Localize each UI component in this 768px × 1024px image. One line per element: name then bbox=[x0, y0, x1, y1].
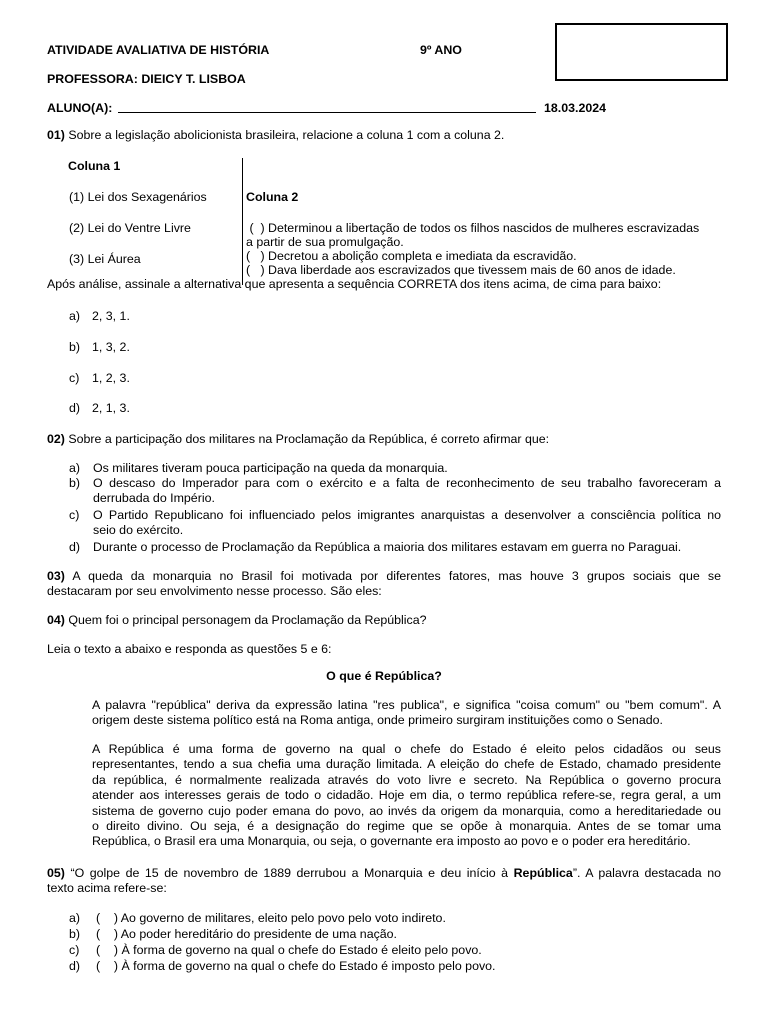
q1-number: 01) bbox=[47, 128, 65, 142]
activity-title: ATIVIDADE AVALIATIVA DE HISTÓRIA bbox=[47, 43, 270, 57]
option-text-cont: derrubada do Império. bbox=[93, 491, 215, 506]
q1-text: Sobre a legislação abolicionista brasileira, relacione a coluna 1 com a coluna 2. bbox=[68, 128, 505, 142]
q2-statement bbox=[47, 432, 549, 447]
text-line: República, o Brasil era uma Monarquia, ou seja, o governante era imposto ao povo e o poder era hereditário. bbox=[92, 834, 691, 849]
text-line: A República é uma forma de governo na qual o chefe do Estado é eleito pelos cidadãos ou seus bbox=[92, 742, 721, 756]
q2-number: 02) bbox=[47, 432, 65, 446]
teacher-name: PROFESSORA: DIEICY T. LISBOA bbox=[47, 72, 246, 86]
col1-title: Coluna 1 bbox=[68, 159, 121, 173]
q1-option-d[interactable] bbox=[69, 401, 130, 416]
q5-option-d[interactable] bbox=[69, 959, 496, 974]
option-text: Os militares tiveram pouca participação na queda da monarquia. bbox=[93, 461, 448, 475]
option-letter: d) bbox=[69, 959, 81, 973]
reading-paragraph-2 bbox=[92, 742, 721, 850]
option-letter: c) bbox=[69, 508, 80, 522]
option-letter: b) bbox=[69, 476, 81, 490]
text-line: da república, é normalmente realizada através do voto livre e secreto. Na República o governo procura bbox=[92, 772, 721, 787]
col2-item-cont: a partir de sua promulgação. bbox=[246, 235, 404, 249]
option-letter: c) bbox=[69, 943, 80, 957]
option-text: 1, 2, 3. bbox=[92, 371, 130, 385]
q2-option-b[interactable] bbox=[69, 476, 721, 507]
option-text: ( ) Ao governo de militares, eleito pelo povo pelo voto indireto. bbox=[96, 911, 446, 925]
reading-intro: Leia o texto a abaixo e responda as questões 5 e 6: bbox=[47, 642, 332, 656]
option-text: ( ) Ao poder hereditário do presidente de uma nação. bbox=[96, 927, 398, 941]
column-divider bbox=[242, 158, 243, 285]
option-letter: a) bbox=[69, 309, 81, 323]
option-letter: a) bbox=[69, 911, 81, 925]
student-name-line[interactable] bbox=[118, 112, 536, 113]
q1-option-b[interactable] bbox=[69, 340, 130, 355]
option-text: ( ) À forma de governo na qual o chefe do Estado é imposto pelo povo. bbox=[96, 959, 496, 973]
q5-option-b[interactable] bbox=[69, 927, 397, 942]
col1-item: (3) Lei Áurea bbox=[69, 252, 141, 266]
col2-title: Coluna 2 bbox=[246, 190, 299, 204]
q5-line1 bbox=[47, 866, 721, 881]
col1-item: (1) Lei dos Sexagenários bbox=[69, 190, 207, 204]
reading-title: O que é República? bbox=[326, 669, 442, 683]
reading-paragraph-1 bbox=[92, 698, 721, 729]
col1-item: (2) Lei do Ventre Livre bbox=[69, 221, 191, 235]
text-line: o direito divino. Ou seja, é a designação do regime que se opõe à monarquia. Antes de se tomar uma bbox=[92, 819, 721, 834]
q2-option-a[interactable] bbox=[69, 461, 448, 476]
q5-option-c[interactable] bbox=[69, 943, 482, 958]
option-letter: b) bbox=[69, 927, 81, 941]
q2-text: Sobre a participação dos militares na Proclamação da República, é correto afirmar que: bbox=[68, 432, 550, 446]
q1-option-c[interactable] bbox=[69, 371, 130, 386]
q5-line2: texto acima refere-se: bbox=[47, 881, 167, 895]
q1-instruction: Após análise, assinale a alternativa que apresenta a sequência CORRETA dos itens acima, de cima para baixo: bbox=[47, 277, 662, 291]
q3-text: A queda da monarquia no Brasil foi motivada por diferentes fatores, mas houve 3 grupos sociais que se bbox=[72, 569, 721, 583]
option-letter: c) bbox=[69, 371, 80, 385]
q2-option-c[interactable] bbox=[69, 508, 721, 539]
col2-item[interactable]: ( ) Dava liberdade aos escravizados que tivessem mais de 60 anos de idade. bbox=[246, 263, 676, 277]
q2-option-d[interactable] bbox=[69, 540, 681, 555]
option-letter: b) bbox=[69, 340, 81, 354]
option-text: Durante o processo de Proclamação da República a maioria dos militares estavam em guerra no Paraguai. bbox=[93, 540, 682, 554]
q5-text-end: ”. A palavra destacada no bbox=[572, 866, 721, 880]
q3-line2: destacaram por seu envolvimento nesse processo. São eles: bbox=[47, 584, 382, 598]
text-line: representantes, tendo a sua chefia uma duração limitada. A eleição do chefe de Estado, chamado presidente bbox=[92, 757, 721, 772]
option-text: ( ) À forma de governo na qual o chefe do Estado é eleito pelo povo. bbox=[96, 943, 482, 957]
q1-statement bbox=[47, 128, 504, 143]
option-text: 2, 1, 3. bbox=[92, 401, 130, 415]
q5-text: “O golpe de 15 de novembro de 1889 derrubou a Monarquia e deu início à bbox=[70, 866, 514, 880]
option-letter: d) bbox=[69, 401, 81, 415]
q3-line1 bbox=[47, 569, 721, 584]
q3-number: 03) bbox=[47, 569, 65, 583]
q5-highlighted-word: República bbox=[513, 866, 573, 880]
option-letter: d) bbox=[69, 540, 81, 554]
col2-item[interactable]: ( ) Decretou a abolição completa e imediata da escravidão. bbox=[246, 249, 577, 263]
q4-number: 04) bbox=[47, 613, 65, 627]
text-line: origem deste sistema político está na Roma antiga, onde primeiro surgiram instituições como o Senado. bbox=[92, 713, 663, 728]
option-text: O Partido Republicano foi influenciado pelos imigrantes anarquistas a desenvolver a consciência política no bbox=[93, 508, 721, 522]
text-line: sistema de governo cujo poder emana do povo, ao invés da origem da monarquia, como a hereditariedade ou bbox=[92, 803, 721, 818]
option-letter: a) bbox=[69, 461, 81, 475]
student-label: ALUNO(A): bbox=[47, 101, 113, 115]
col2-item[interactable]: ( ) Determinou a libertação de todos os filhos nascidos de mulheres escravizadas bbox=[246, 221, 700, 235]
date: 18.03.2024 bbox=[544, 101, 607, 115]
option-text: 2, 3, 1. bbox=[92, 309, 130, 323]
q5-number: 05) bbox=[47, 866, 65, 880]
text-line: atender aos interesses gerais de todo o cidadão. Hoje em dia, o termo república refere-se, regra geral, a um bbox=[92, 788, 721, 803]
q4-statement bbox=[47, 613, 427, 628]
grade-level: 9º ANO bbox=[420, 43, 462, 57]
q1-option-a[interactable] bbox=[69, 309, 130, 324]
grade-box bbox=[555, 23, 728, 81]
option-text-cont: seio do exército. bbox=[93, 523, 184, 538]
q4-text: Quem foi o principal personagem da Proclamação da República? bbox=[68, 613, 427, 627]
option-text: O descaso do Imperador para com o exército e a falta de reconhecimento de seu trabalho favoreceram a bbox=[93, 476, 721, 490]
q5-option-a[interactable] bbox=[69, 911, 446, 926]
option-text: 1, 3, 2. bbox=[92, 340, 130, 354]
text-line: A palavra "república" deriva da expressão latina "res publica", e significa "coisa comum" ou "bem comum". A bbox=[92, 698, 721, 712]
